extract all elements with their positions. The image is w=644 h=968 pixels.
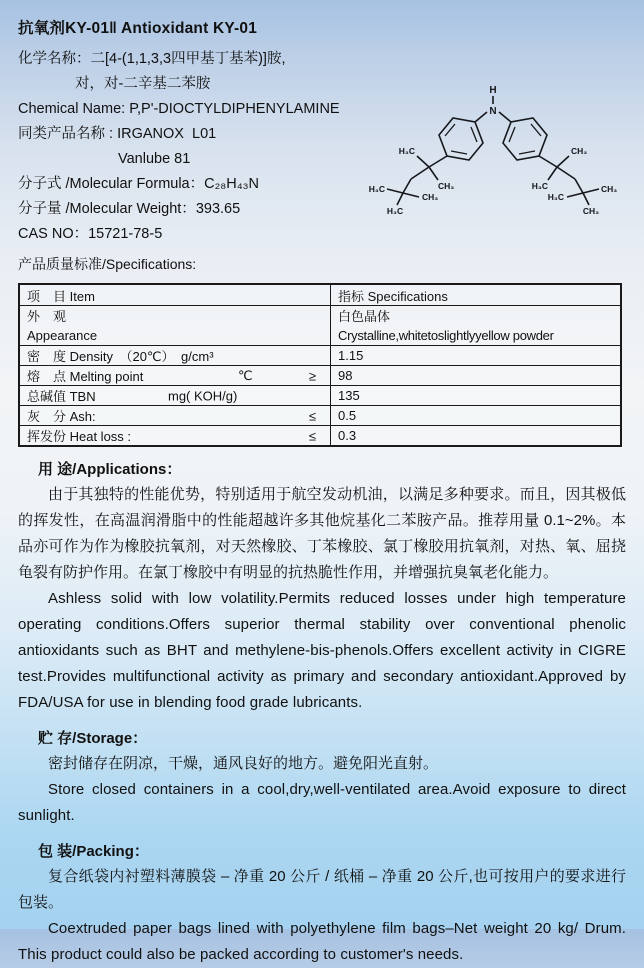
atom-h-label: H	[489, 85, 497, 96]
methyl-label: CH₃	[422, 192, 439, 202]
heat-loss-label: 挥发份 Heat loss :	[27, 429, 132, 444]
molecular-formula-value: C₂₈H₄₃N	[204, 176, 260, 192]
methyl-label: H₃C	[531, 181, 548, 191]
storage-heading: 贮 存/Storage：	[38, 730, 148, 747]
specifications-table	[18, 283, 622, 447]
cas-value: 15721-78-5	[88, 226, 163, 242]
storage-text-en: Store closed containers in a cool,dry,well-ventilated area.Avoid exposure to direct sunlight.	[18, 781, 626, 824]
appearance-label-en: Appearance	[27, 327, 98, 343]
storage-text-zh: 密封储存在阴凉，干燥，通风良好的地方。避免阳光直射。	[48, 755, 439, 772]
atom-n-label: N	[489, 106, 497, 117]
header-item-cell: 项 目 Item	[19, 284, 331, 306]
specifications-intro: 产品质量标准/Specifications:	[18, 256, 197, 272]
chemical-name-label: 化学名称：	[18, 51, 91, 67]
similar-products-line2: Vanlube 81	[118, 151, 191, 167]
table-row	[19, 366, 621, 386]
table-row	[19, 426, 621, 447]
methyl-label: CH₃	[582, 206, 600, 216]
applications-heading: 用 途/Applications：	[38, 461, 182, 478]
tbn-value-cell: 135	[331, 386, 622, 406]
methyl-label: H₃C	[368, 184, 385, 194]
tbn-label-cell	[19, 386, 331, 406]
packing-heading: 包 装/Packing：	[38, 843, 149, 860]
table-row	[19, 306, 621, 346]
tbn-unit: mg( KOH/g)	[168, 388, 238, 403]
density-value-cell: 1.15	[331, 346, 622, 366]
header-spec-cell: 指标 Specifications	[331, 284, 622, 306]
methyl-label: CH₃	[571, 146, 588, 156]
methyl-label: H₃C	[547, 192, 564, 202]
melting-point-unit: ℃	[238, 367, 253, 383]
packing-text-zh: 复合纸袋内衬塑料薄膜袋 – 净重 20 公斤 / 纸桶 – 净重 20 公斤,也可按用户的要求进行包装。	[18, 868, 626, 911]
molecular-formula-label: 分子式 /Molecular Formula：	[18, 176, 205, 192]
melting-point-label-cell	[19, 366, 331, 386]
table-row	[19, 406, 621, 426]
ash-relation: ≤	[308, 408, 316, 423]
cas-number-line	[18, 222, 628, 247]
ash-label: 灰 分 Ash:	[27, 409, 96, 424]
appearance-label-zh: 外 观	[27, 308, 67, 324]
melting-point-value-cell: 98	[331, 366, 622, 386]
packing-text-en: Coextruded paper bags lined with polyethylene film bags–Net weight 20 kg/ Drum. This product could also be packed according to customer's needs.	[18, 920, 626, 963]
appearance-value-en: Crystalline,whitetoslightlyyellow powder	[338, 327, 554, 343]
tbn-label: 总碱值 TBN	[27, 389, 96, 404]
appearance-value-cell	[331, 306, 622, 346]
methyl-label: H₃C	[386, 206, 404, 216]
cas-label: CAS NO：	[18, 226, 89, 242]
methyl-label: CH₃	[601, 184, 618, 194]
chemical-name-line	[18, 47, 628, 72]
table-row	[19, 386, 621, 406]
page-title: 抗氧剂KY-01‖ Antioxidant KY-01	[18, 20, 258, 37]
table-header-row	[19, 284, 621, 306]
applications-text-zh: 由于其独特的性能优势，特别适用于航空发动机油，以满足多种要求。而且，因其极低的挥发性，在高温润滑脂中的性能超越许多其他烷基化二苯胺产品。推荐用量 0.1~2%。本品亦可作为作为橡胶抗氧剂，对天然橡胶、丁苯橡胶、氯丁橡胶用抗氧剂，对热、氧、屈挠龟裂有防护作用。在氯丁橡胶中有明显的抗热脆性作用，并增强抗臭氧老化能力。	[18, 486, 626, 581]
table-row	[19, 346, 621, 366]
ash-label-cell	[19, 406, 331, 426]
molecular-weight-label: 分子量 /Molecular Weight：	[18, 201, 196, 217]
methyl-label: CH₃	[438, 181, 455, 191]
melting-point-label: 熔 点 Melting point	[27, 369, 144, 384]
appearance-value-zh: 白色晶体	[338, 308, 391, 324]
applications-text-en: Ashless solid with low volatility.Permits reduced losses under high temperature operating conditions.Offers superior thermal stability over conventional phenolic antioxidants such as BHT and methylene-bis-phenols.Offers excellent activity in CIGRE test.Provides multifunctional activity as primary and secondary antioxidant.Approved by FDA/USA for use in blending food grade lubricants.	[18, 590, 626, 711]
methyl-label: H₃C	[398, 146, 415, 156]
chemical-name-en: Chemical Name: P,P'-DIOCTYLDIPHENYLAMINE	[18, 101, 340, 117]
heat-loss-value-cell: 0.3	[331, 426, 622, 447]
similar-products-line: 同类产品名称 : IRGANOX L01	[18, 126, 217, 142]
ash-value-cell: 0.5	[331, 406, 622, 426]
heat-loss-label-cell	[19, 426, 331, 447]
appearance-label-cell	[19, 306, 331, 346]
melting-point-relation: ≥	[308, 368, 316, 383]
density-label: 密 度 Density （20℃） g/cm³	[27, 349, 214, 364]
molecular-weight-value: 393.65	[195, 201, 241, 217]
density-label-cell	[19, 346, 331, 366]
chemical-name-zh: 二[4-(1,1,3,3四甲基丁基苯)]胺,	[90, 51, 286, 67]
heat-loss-relation: ≤	[308, 428, 316, 443]
chemical-structure-diagram	[362, 76, 634, 216]
chemical-name-zh-line2: 对，对-二辛基二苯胺	[75, 76, 211, 92]
